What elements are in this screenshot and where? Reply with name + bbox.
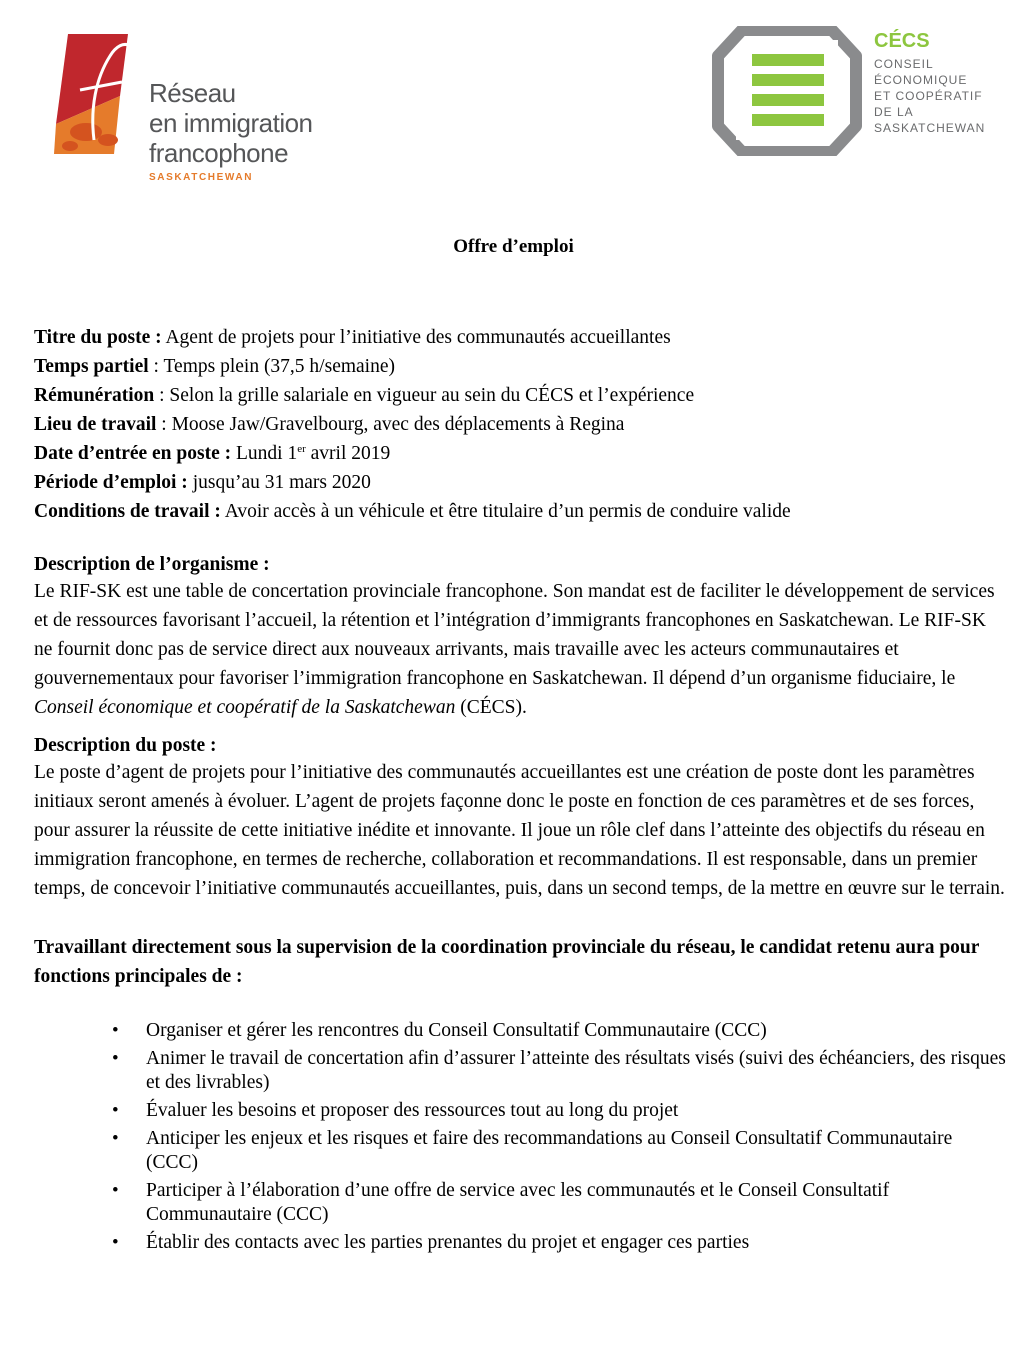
field-job-title <box>34 323 1009 352</box>
cecs-line-1: CONSEIL <box>874 57 934 71</box>
rif-line-3: francophone <box>149 138 289 168</box>
org-text-italic: Conseil économique et coopératif de la Saskatchewan <box>34 697 456 718</box>
cecs-line-2: ÉCONOMIQUE <box>874 73 968 87</box>
field-label: Titre du poste : <box>34 327 162 348</box>
rif-line-1: Réseau <box>149 78 236 108</box>
list-item: • Anticiper les enjeux et les risques et faire des recommandations au Conseil Consultatif Communautaire (CCC) <box>146 1127 1009 1175</box>
field-value: : Selon la grille salariale en vigueur au sein du CÉCS et l’expérience <box>154 385 695 406</box>
org-text-pre: Le RIF-SK est une table de concertation provinciale francophone. Son mandat est de faciliter le développement de services et de ressources favorisant l’accueil, la rétention et l’intégration d’immigrants francophones en Saskatchewan. Le RIF-SK ne fournit donc pas de service direct aux nouveaux arrivants, mais travaille avec les acteurs communautaires et gouvernementaux pour favoriser l’immigration francophone en Saskatchewan. Il dépend d’un organisme fiduciaire, le <box>34 581 995 689</box>
org-description <box>34 577 1009 722</box>
list-item: • Animer le travail de concertation afin d’assurer l’atteinte des résultats visés (suivi des échéanciers, des risques et des livrables) <box>146 1047 1009 1095</box>
rif-wordmark <box>149 78 313 168</box>
org-text-post: (CÉCS). <box>455 697 527 718</box>
cecs-line-5: SASKATCHEWAN <box>874 121 986 135</box>
cecs-emblem-icon <box>712 26 862 156</box>
cecs-acronym: CÉCS <box>874 30 930 52</box>
cecs-line-3: ET COOPÉRATIF <box>874 89 983 103</box>
field-value: Avoir accès à un véhicule et être titulaire d’un permis de conduire valide <box>220 501 791 522</box>
cecs-wordmark <box>874 56 985 136</box>
field-value-pre: Lundi 1 <box>231 443 298 464</box>
field-conditions <box>34 497 1009 526</box>
field-label: Période d’emploi : <box>34 472 188 493</box>
rif-emblem-icon <box>50 28 150 158</box>
field-start-date <box>34 439 1009 468</box>
list-item: • Participer à l’élaboration d’une offre de service avec les communautés et le Conseil Consultatif Communautaire (CCC) <box>146 1179 1009 1227</box>
org-heading: Description de l’organisme : <box>34 554 270 575</box>
document-body <box>34 323 1009 1259</box>
field-label: Conditions de travail : <box>34 501 221 522</box>
post-heading: Description du poste : <box>34 735 217 756</box>
rif-logo <box>50 28 313 183</box>
field-value: : Temps plein (37,5 h/semaine) <box>148 356 395 377</box>
field-schedule <box>34 352 1009 381</box>
list-item: • Établir des contacts avec les parties prenantes du projet et engager ces parties <box>146 1231 1009 1255</box>
field-label: Rémunération <box>34 385 155 406</box>
field-label: Date d’entrée en poste : <box>34 443 232 464</box>
document-title: Offre d’emploi <box>453 236 574 257</box>
list-item: • Organiser et gérer les rencontres du Conseil Consultatif Communautaire (CCC) <box>146 1019 1009 1043</box>
field-salary <box>34 381 1009 410</box>
cecs-logo <box>712 26 1012 156</box>
field-label: Temps partiel <box>34 356 149 377</box>
field-value-post: avril 2019 <box>305 443 391 464</box>
duties-list <box>34 1019 1009 1255</box>
list-item: • Évaluer les besoins et proposer des ressources tout au long du projet <box>146 1099 1009 1123</box>
rif-region: SASKATCHEWAN <box>149 172 254 183</box>
post-description: Le poste d’agent de projets pour l’initiative des communautés accueillantes est une création de poste dont les paramètres initiaux seront amenés à évoluer. L’agent de projets façonne donc le poste en fonction de ces paramètres et de ses forces, pour assurer la réussite de cette initiative inédite et innovante. Il joue un rôle clef dans l’atteinte des objectifs du réseau en immigration francophone, en termes de recherche, collaboration et recommandations. Il est responsable, dans un premier temps, de concevoir l’initiative communautés accueillantes, puis, dans un second temps, de la mettre en œuvre sur le terrain. <box>34 762 1005 899</box>
field-value: Agent de projets pour l’initiative des communautés accueillantes <box>161 327 671 348</box>
field-label: Lieu de travail <box>34 414 157 435</box>
field-value-sup: er <box>297 443 306 455</box>
field-period <box>34 468 1009 497</box>
rif-line-2: en immigration <box>149 108 313 138</box>
cecs-line-4: DE LA <box>874 105 914 119</box>
field-location <box>34 410 1009 439</box>
duties-lead: Travaillant directement sous la supervision de la coordination provinciale du réseau, le candidat retenu aura pour fonctions principales de : <box>34 937 980 987</box>
field-value: jusqu’au 31 mars 2020 <box>187 472 371 493</box>
field-value: : Moose Jaw/Gravelbourg, avec des déplacements à Regina <box>156 414 625 435</box>
